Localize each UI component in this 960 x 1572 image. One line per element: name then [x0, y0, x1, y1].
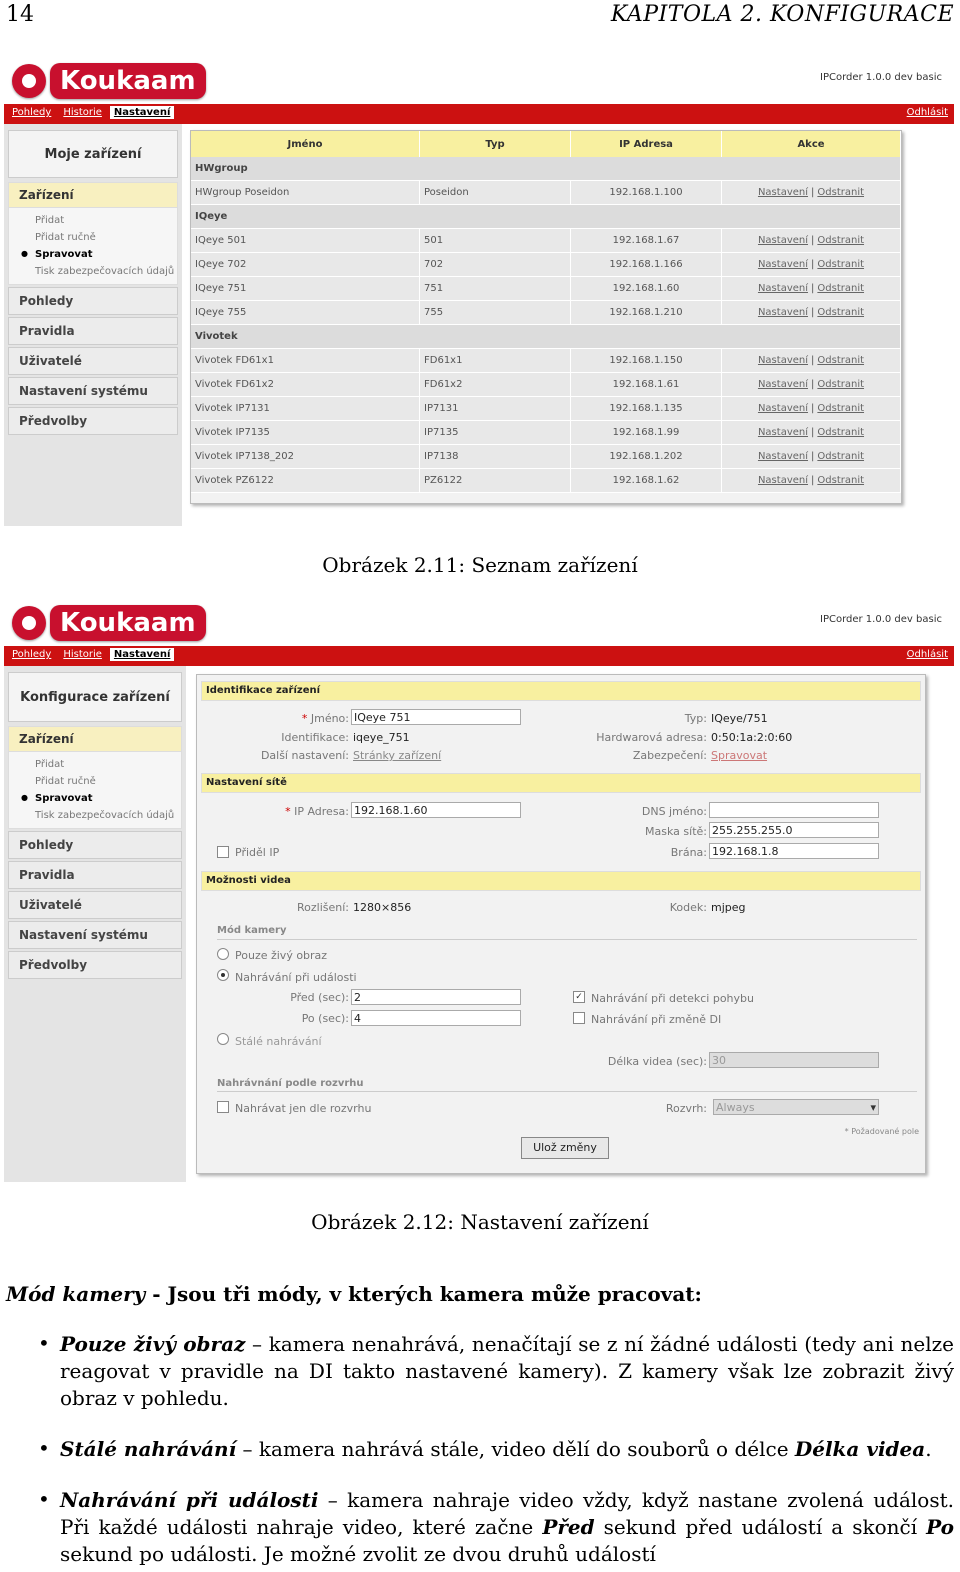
type-label: Typ:	[684, 712, 707, 725]
bullet-always: Stálé nahrávání – kamera nahrává stále, video dělí do souborů o délce Délka videa.	[60, 1437, 932, 1461]
edit-link[interactable]: Nastavení	[757, 235, 809, 246]
motion-label: Nahrávání při detekci pohybu	[591, 992, 754, 1005]
nav-historie[interactable]: Historie	[63, 649, 102, 660]
cell-name: IQeye 755	[191, 301, 420, 325]
edit-link[interactable]: Nastavení	[757, 451, 809, 462]
sidebar-item-pridat-rucne[interactable]: Přidat ručně	[35, 232, 96, 243]
page-number: 14	[6, 2, 34, 27]
separator: |	[811, 475, 815, 486]
section-heading: Mód kamery - Jsou tři módy, v kterých kamera může pracovat:	[6, 1282, 702, 1306]
cell-actions	[722, 253, 901, 277]
sidebar	[4, 666, 186, 1182]
mode-always-label: Stálé nahrávání	[235, 1035, 322, 1048]
cell-type: IP7138	[420, 445, 571, 469]
mode-live-label: Pouze živý obraz	[235, 949, 328, 962]
group-row	[191, 157, 901, 181]
section-identifikace: Identifikace zařízení	[201, 681, 921, 701]
di-checkbox[interactable]	[573, 1012, 585, 1024]
cell-ip: 192.168.1.210	[571, 301, 722, 325]
sidebar-pohledy[interactable]: Pohledy	[8, 287, 178, 315]
table-row	[191, 469, 901, 493]
cell-actions	[722, 445, 901, 469]
edit-link[interactable]: Nastavení	[757, 403, 809, 414]
cell-name: Vivotek PZ6122	[191, 469, 420, 493]
dhcp-label: Přiděl IP	[235, 846, 280, 859]
version-label: IPCorder 1.0.0 dev basic	[820, 72, 942, 83]
cell-ip: 192.168.1.99	[571, 421, 722, 445]
table-row	[191, 277, 901, 301]
edit-link[interactable]: Nastavení	[757, 355, 809, 366]
device-pages-link[interactable]: Stránky zařízení	[353, 749, 442, 762]
cell-name: Vivotek FD61x1	[191, 349, 420, 373]
delete-link[interactable]: Odstranit	[817, 451, 865, 462]
mode-live-radio[interactable]	[217, 948, 229, 960]
cell-ip: 192.168.1.100	[571, 181, 722, 205]
ip-input[interactable]: 192.168.1.60	[351, 802, 521, 818]
dns-input[interactable]	[709, 802, 879, 818]
delete-link[interactable]: Odstranit	[817, 379, 865, 390]
navbar	[4, 646, 954, 666]
mode-heading: Mód kamery	[217, 925, 287, 936]
sidebar-item-tisk[interactable]: Tisk zabezpečovacích údajů	[35, 266, 175, 277]
col-jmeno[interactable]: Jméno	[191, 131, 420, 157]
type-value: IQeye/751	[711, 712, 768, 725]
sidebar-pohledy[interactable]: Pohledy	[8, 831, 182, 859]
mode-event-label: Nahrávání při události	[235, 971, 357, 984]
id-value: iqeye_751	[353, 731, 410, 744]
sidebar	[4, 124, 182, 526]
security-manage-link[interactable]: Spravovat	[711, 749, 768, 762]
cell-type: 501	[420, 229, 571, 253]
gateway-input[interactable]: 192.168.1.8	[709, 843, 879, 859]
col-typ[interactable]: Typ	[420, 131, 571, 157]
mode-event-radio[interactable]	[217, 969, 229, 981]
table-row	[191, 397, 901, 421]
section-nastaveni-site: Nastavení sítě	[201, 773, 921, 793]
cell-ip: 192.168.1.150	[571, 349, 722, 373]
device-table	[191, 131, 901, 493]
separator: |	[811, 427, 815, 438]
dns-label: DNS jméno:	[641, 805, 707, 818]
sidebar-pravidla[interactable]: Pravidla	[8, 861, 182, 889]
delete-link[interactable]: Odstranit	[817, 307, 865, 318]
sidebar-item-tisk[interactable]: Tisk zabezpečovacích údajů	[35, 810, 175, 821]
cell-actions	[722, 373, 901, 397]
cell-ip: 192.168.1.202	[571, 445, 722, 469]
sidebar-nastaveni-systemu[interactable]: Nastavení systému	[8, 921, 182, 949]
mask-label: Maska sítě:	[645, 825, 707, 838]
screenshot-device-settings	[4, 600, 954, 1182]
delete-link[interactable]: Odstranit	[817, 283, 865, 294]
divider	[217, 939, 917, 940]
length-label: Délka videa (sec):	[607, 1055, 707, 1068]
cell-type: 755	[420, 301, 571, 325]
cell-name: HWgroup Poseidon	[191, 181, 420, 205]
sidebar-uzivatele[interactable]: Uživatelé	[8, 891, 182, 919]
table-row	[191, 373, 901, 397]
screenshot-device-list	[4, 58, 954, 526]
cell-type: IP7135	[420, 421, 571, 445]
table-row	[191, 181, 901, 205]
edit-link[interactable]: Nastavení	[757, 475, 809, 486]
logout-link[interactable]: Odhlásit	[906, 107, 948, 118]
cell-actions	[722, 397, 901, 421]
cell-actions	[722, 421, 901, 445]
version-label: IPCorder 1.0.0 dev basic	[820, 614, 942, 625]
sidebar-title: Moje zařízení	[8, 130, 178, 178]
sidebar-item-pridat-rucne[interactable]: Přidat ručně	[35, 776, 96, 787]
settings-form: Identifikace zařízení * Jméno: IQeye 751 Identifikace: iqeye_751 Další nastavení: Stránky zařízení Typ: IQeye/751 Hardwarová adresa: 0:50:1a:2:0:60 Zabezpečení: Spravovat Nastavení sítě * IP Adresa: 192.168.1.60 Přiděl IP DNS jméno: Maska sítě: 255.255.255.0 Brána: 192.168.1.8 Možnosti videa Rozlišení: 1280×856 Kodek: mjpeg Mód kamery Pouze živý obraz Nahrávání při události Před (sec): 2 Po (sec): 4 ✓ Nahrávání při detekci pohybu Nahrávání při změně DI Stálé nahrávání Délka videa (sec): 30 Nahrávnání podle rozvrhu Nahrávat jen dle rozvrhu Rozvrh: Always ▾ * Požadované pole Ulož změny	[196, 674, 926, 1174]
name-input[interactable]: IQeye 751	[351, 709, 521, 725]
sidebar-section-zarizeni[interactable]: Zařízení	[8, 726, 182, 752]
cell-actions	[722, 229, 901, 253]
col-ip[interactable]: IP Adresa	[571, 131, 722, 157]
delete-link[interactable]: Odstranit	[817, 187, 865, 198]
cell-actions	[722, 349, 901, 373]
mask-input[interactable]: 255.255.255.0	[709, 822, 879, 838]
group-row	[191, 205, 901, 229]
group-name: IQeye	[191, 205, 901, 229]
edit-link[interactable]: Nastavení	[757, 307, 809, 318]
bullet-icon: •	[38, 1331, 50, 1355]
sidebar-pravidla[interactable]: Pravidla	[8, 317, 178, 345]
delete-link[interactable]: Odstranit	[817, 259, 865, 270]
separator: |	[811, 283, 815, 294]
schedule-heading: Nahrávnání podle rozvrhu	[217, 1078, 364, 1089]
table-row	[191, 421, 901, 445]
cell-actions	[722, 469, 901, 493]
group-name: Vivotek	[191, 325, 901, 349]
cell-type: IP7131	[420, 397, 571, 421]
cell-type: FD61x2	[420, 373, 571, 397]
di-label: Nahrávání při změně DI	[591, 1013, 722, 1026]
divider	[217, 1091, 917, 1092]
bullet-icon: •	[38, 1436, 50, 1460]
cell-ip: 192.168.1.67	[571, 229, 722, 253]
separator: |	[811, 235, 815, 246]
name-label: Jméno:	[310, 712, 349, 725]
cell-name: IQeye 501	[191, 229, 420, 253]
device-table-frame	[190, 130, 902, 504]
separator: |	[811, 307, 815, 318]
sidebar-item-pridat[interactable]: Přidat	[35, 759, 65, 770]
cell-type: Poseidon	[420, 181, 571, 205]
logo-q-icon	[12, 64, 46, 98]
cell-name: Vivotek IP7135	[191, 421, 420, 445]
codec-value: mjpeg	[711, 901, 746, 914]
cell-ip: 192.168.1.61	[571, 373, 722, 397]
edit-link[interactable]: Nastavení	[757, 427, 809, 438]
nav-nastaveni[interactable]: Nastavení	[110, 106, 174, 119]
cell-type: PZ6122	[420, 469, 571, 493]
edit-link[interactable]: Nastavení	[757, 259, 809, 270]
cell-ip: 192.168.1.166	[571, 253, 722, 277]
nav-nastaveni[interactable]: Nastavení	[110, 648, 174, 661]
sidebar-uzivatele[interactable]: Uživatelé	[8, 347, 178, 375]
sidebar-title: Konfigurace zařízení	[8, 672, 182, 722]
sidebar-item-spravovat[interactable]: ● Spravovat	[9, 790, 181, 807]
post-label: Po (sec):	[301, 1012, 349, 1025]
logout-link[interactable]: Odhlásit	[906, 649, 948, 660]
ip-label: IP Adresa:	[294, 805, 349, 818]
separator: |	[811, 451, 815, 462]
res-value: 1280×856	[353, 901, 412, 914]
id-label: Identifikace:	[281, 731, 349, 744]
koukaam-logo: Koukaam	[12, 62, 206, 100]
gateway-label: Brána:	[670, 846, 707, 859]
cell-type: 751	[420, 277, 571, 301]
table-row	[191, 301, 901, 325]
delete-link[interactable]: Odstranit	[817, 427, 865, 438]
separator: |	[811, 259, 815, 270]
navbar	[4, 104, 954, 124]
edit-link[interactable]: Nastavení	[757, 187, 809, 198]
group-row	[191, 325, 901, 349]
cell-ip: 192.168.1.62	[571, 469, 722, 493]
edit-link[interactable]: Nastavení	[757, 379, 809, 390]
sidebar-nastaveni-systemu[interactable]: Nastavení systému	[8, 377, 178, 405]
cell-name: Vivotek IP7138_202	[191, 445, 420, 469]
separator: |	[811, 403, 815, 414]
codec-label: Kodek:	[669, 901, 707, 914]
delete-link[interactable]: Odstranit	[817, 235, 865, 246]
bullet-live: Pouze živý obraz – kamera nenahrává, nenačítají se z ní žádné události (tedy ani nelze reagovat v pravidle na DI takto nastavené kamery). Z kamery však lze zobrazit živý obraz v pohledu.	[60, 1332, 954, 1410]
section-moznosti-videa: Možnosti videa	[201, 871, 921, 891]
cell-ip: 192.168.1.60	[571, 277, 722, 301]
post-input[interactable]: 4	[351, 1010, 521, 1026]
page-header	[0, 0, 960, 30]
sec-label: Zabezpečení:	[632, 749, 707, 762]
schedule-checkbox[interactable]	[217, 1101, 229, 1113]
sidebar-item-pridat[interactable]: Přidat	[35, 215, 65, 226]
hw-value: 0:50:1a:2:0:60	[711, 731, 793, 744]
nav-pohledy[interactable]: Pohledy	[12, 107, 52, 118]
table-row	[191, 229, 901, 253]
schedule-select-label: Rozvrh:	[665, 1102, 707, 1115]
sidebar-predvolby[interactable]: Předvolby	[8, 951, 182, 979]
cell-type: FD61x1	[420, 349, 571, 373]
chevron-down-icon: ▾	[870, 1101, 876, 1114]
dhcp-checkbox[interactable]	[217, 846, 229, 858]
hw-label: Hardwarová adresa:	[596, 731, 707, 744]
bullet-icon: •	[38, 1487, 50, 1511]
sidebar-item-spravovat[interactable]: ● Spravovat	[9, 246, 177, 263]
res-label: Rozlišení:	[297, 901, 349, 914]
separator: |	[811, 187, 815, 198]
table-row	[191, 253, 901, 277]
length-input[interactable]: 30	[709, 1052, 879, 1068]
cell-actions	[722, 181, 901, 205]
bullet-event: Nahrávání při události – kamera nahraje video vždy, když nastane zvolená událost. Při každé události nahraje video, které začne Před sekund před událostí a skončí Po sekund po události. Je možné zvolit ze dvou druhů událostí	[60, 1488, 955, 1566]
cell-type: 702	[420, 253, 571, 277]
col-akce: Akce	[722, 131, 901, 157]
more-label: Další nastavení:	[260, 749, 349, 762]
separator: |	[811, 379, 815, 390]
nav-pohledy[interactable]: Pohledy	[12, 649, 52, 660]
sidebar-predvolby[interactable]: Předvolby	[8, 407, 178, 435]
nav-historie[interactable]: Historie	[63, 107, 102, 118]
koukaam-logo-2: Koukaam	[12, 604, 206, 642]
schedule-label: Nahrávat jen dle rozvrhu	[235, 1102, 372, 1115]
delete-link[interactable]: Odstranit	[817, 475, 865, 486]
group-name: HWgroup	[191, 157, 901, 181]
cell-name: IQeye 751	[191, 277, 420, 301]
separator: |	[811, 355, 815, 366]
table-row	[191, 445, 901, 469]
cell-actions	[722, 301, 901, 325]
pre-label: Před (sec):	[290, 991, 349, 1004]
cell-ip: 192.168.1.135	[571, 397, 722, 421]
figure-caption-2: Obrázek 2.12: Nastavení zařízení	[311, 1210, 649, 1234]
delete-link[interactable]: Odstranit	[817, 403, 865, 414]
schedule-select[interactable]: Always ▾	[713, 1099, 879, 1115]
figure-caption-1: Obrázek 2.11: Seznam zařízení	[322, 553, 638, 577]
sidebar-section-zarizeni[interactable]: Zařízení	[8, 182, 178, 208]
cell-actions	[722, 277, 901, 301]
required-note: * Požadované pole	[844, 1127, 919, 1136]
cell-name: IQeye 702	[191, 253, 420, 277]
cell-name: Vivotek IP7131	[191, 397, 420, 421]
mode-always-radio[interactable]	[217, 1033, 229, 1045]
logo-q-icon	[12, 606, 46, 640]
table-row	[191, 349, 901, 373]
pre-input[interactable]: 2	[351, 989, 521, 1005]
save-button[interactable]: Ulož změny	[521, 1137, 609, 1159]
cell-name: Vivotek FD61x2	[191, 373, 420, 397]
motion-checkbox[interactable]: ✓	[573, 991, 585, 1003]
edit-link[interactable]: Nastavení	[757, 283, 809, 294]
delete-link[interactable]: Odstranit	[817, 355, 865, 366]
chapter-title: KAPITOLA 2. KONFIGURACE	[610, 2, 954, 27]
